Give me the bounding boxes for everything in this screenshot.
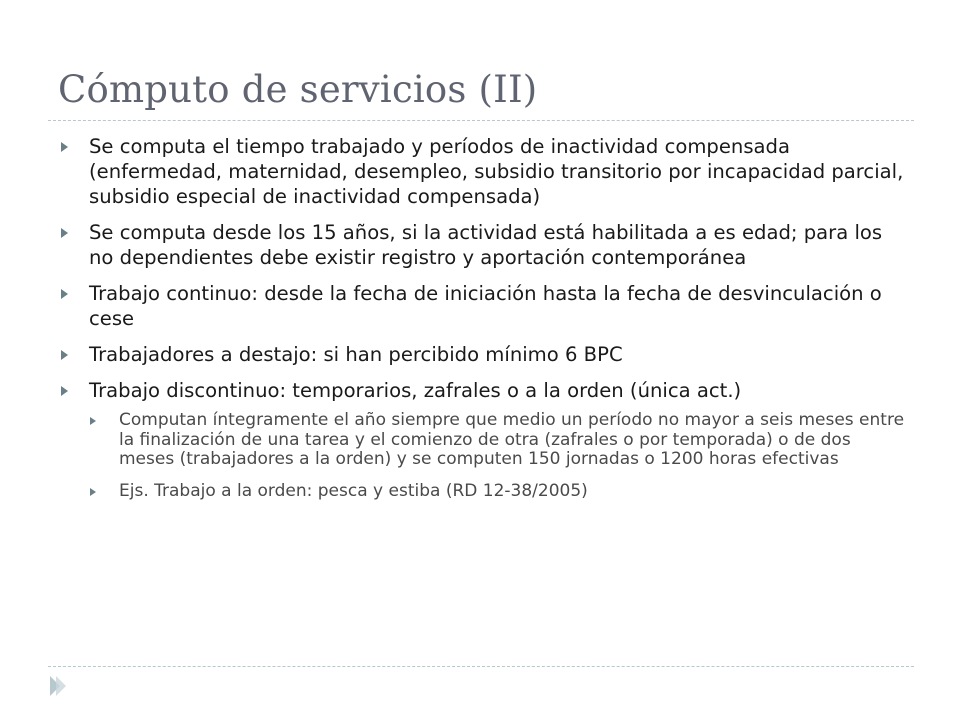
bullet-list (57, 134, 907, 513)
bullet-text: Trabajo continuo: desde la fecha de iniciación hasta la fecha de desvinculación o cese (89, 282, 882, 330)
footer-divider (48, 666, 914, 667)
bullet-text: Se computa desde los 15 años, si la actividad está habilitada a es edad; para los no dependientes debe existir registro y aportación contemporánea (89, 221, 883, 269)
sub-bullet-item (89, 411, 907, 470)
bullet-text: Se computa el tiempo trabajado y períodos de inactividad compensada (enfermedad, maternidad, desempleo, subsidio transitorio por incapacidad parcial, subsidio especial de inactividad compensada) (89, 135, 904, 208)
bullet-item (57, 378, 907, 501)
bullet-text: Trabajadores a destajo: si han percibido mínimo 6 BPC (89, 343, 623, 366)
sub-bullet-text: Ejs. Trabajo a la orden: pesca y estiba (RD 12-38/2005) (119, 480, 588, 501)
sub-bullet-list (89, 411, 907, 501)
slide-title: Cómputo de servicios (II) (58, 68, 538, 111)
bullet-item (57, 342, 907, 367)
triangle-right-icon (61, 142, 68, 152)
bullet-item (57, 281, 907, 331)
sub-bullet-item (89, 482, 907, 502)
sub-bullet-text: Computan íntegramente el año siempre que medio un período no mayor a seis meses entre la finalización de una tarea y el comienzo de otra (zafrales o por temporada) o de dos meses (trabajadores a la orden) y se computen 150 jornadas o 1200 horas efectivas (119, 410, 905, 469)
triangle-right-icon (61, 289, 68, 299)
triangle-right-icon (61, 386, 68, 396)
triangle-right-icon (90, 488, 96, 496)
title-divider (48, 120, 914, 121)
triangle-right-icon (90, 417, 96, 425)
bullet-item (57, 134, 907, 209)
bullet-item (57, 220, 907, 270)
triangle-right-icon (61, 350, 68, 360)
bullet-text: Trabajo discontinuo: temporarios, zafrales o a la orden (única act.) (89, 379, 742, 402)
double-chevron-right-icon (48, 674, 68, 698)
triangle-right-icon (61, 228, 68, 238)
